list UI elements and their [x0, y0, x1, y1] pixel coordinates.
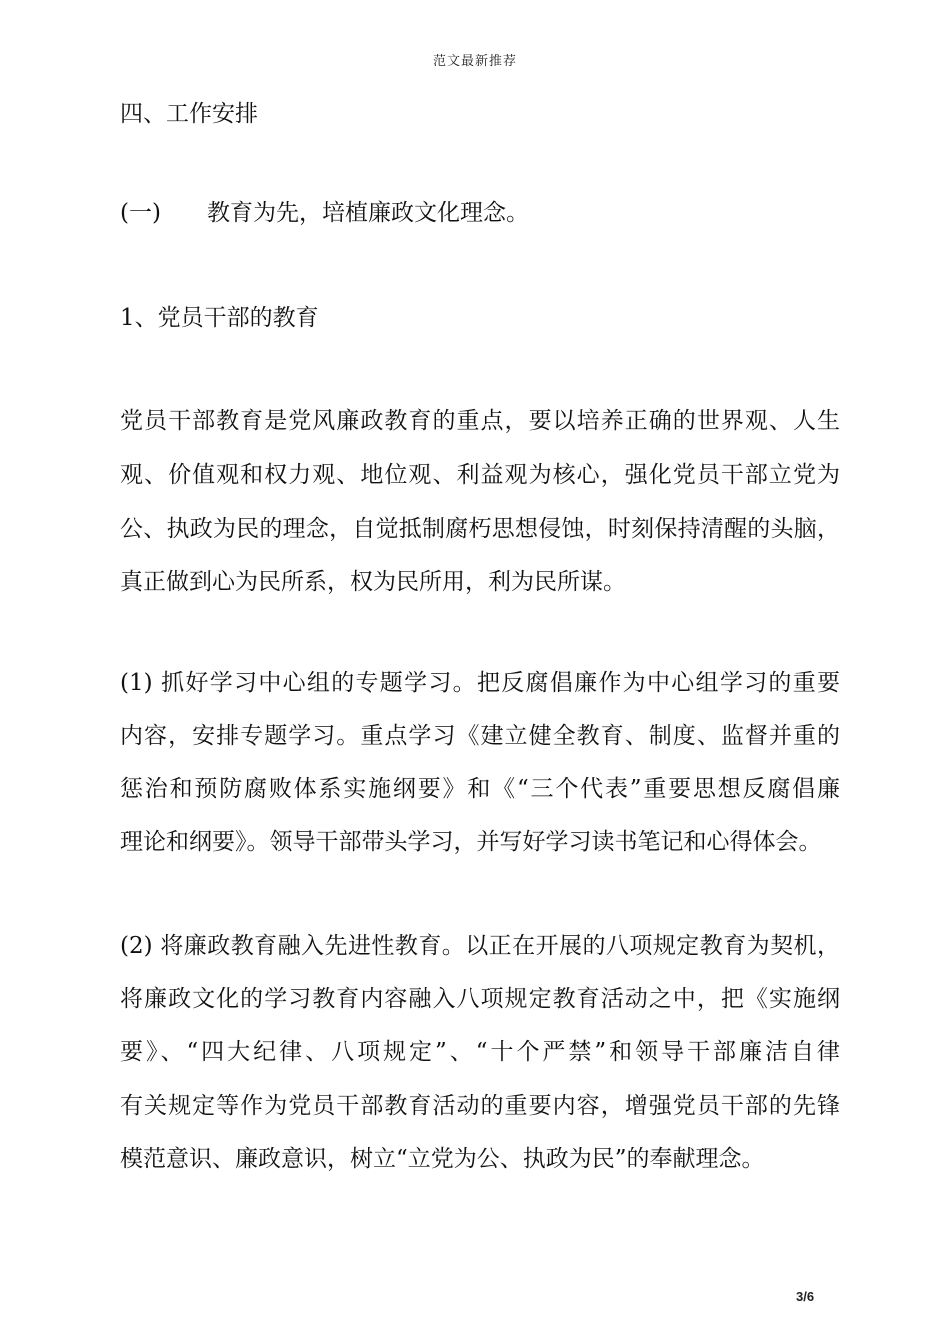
paragraph-line: 要》、“四大纪律、八项规定”、“十个严禁”和领导干部廉洁自律 — [120, 1039, 840, 1065]
paragraph-line: 理论和纲要》。领导干部带头学习，并写好学习读书笔记和心得体会。 — [120, 829, 822, 855]
paragraph-line: 公、执政为民的理念，自觉抵制腐朽思想侵蚀，时刻保持清醒的头脑， — [120, 516, 840, 542]
item-title: 1、党员干部的教育 — [120, 305, 319, 331]
paragraph-line: 真正做到心为民所系，权为民所用，利为民所谋。 — [120, 569, 626, 595]
paragraph-line: 模范意识、廉政意识，树立“立党为公、执政为民”的奉献理念。 — [120, 1146, 765, 1172]
section-title: 四、工作安排 — [120, 101, 258, 127]
paragraph-line: 观、价值观和权力观、地位观、利益观为核心，强化党员干部立党为 — [120, 462, 840, 488]
paragraph-line: 有关规定等作为党员干部教育活动的重要内容，增强党员干部的先锋 — [120, 1093, 840, 1119]
paragraph-line: 党员干部教育是党风廉政教育的重点，要以培养正确的世界观、人生 — [120, 408, 840, 434]
page-header: 范文最新推荐 — [432, 54, 517, 69]
paragraph-line: (2) 将廉政教育融入先进性教育。以正在开展的八项规定教育为契机， — [120, 933, 840, 959]
paragraph-line: 内容，安排专题学习。重点学习《建立健全教育、制度、监督并重的 — [120, 723, 840, 749]
subsection-title: (一) 教育为先，培植廉政文化理念。 — [120, 200, 529, 226]
page-number: 3/6 — [796, 1289, 815, 1304]
paragraph-line: (1) 抓好学习中心组的专题学习。把反腐倡廉作为中心组学习的重要 — [120, 670, 840, 696]
paragraph-line: 将廉政文化的学习教育内容融入八项规定教育活动之中，把《实施纲 — [120, 986, 840, 1012]
paragraph-line: 惩治和预防腐败体系实施纲要》和《“三个代表”重要思想反腐倡廉 — [120, 776, 840, 802]
